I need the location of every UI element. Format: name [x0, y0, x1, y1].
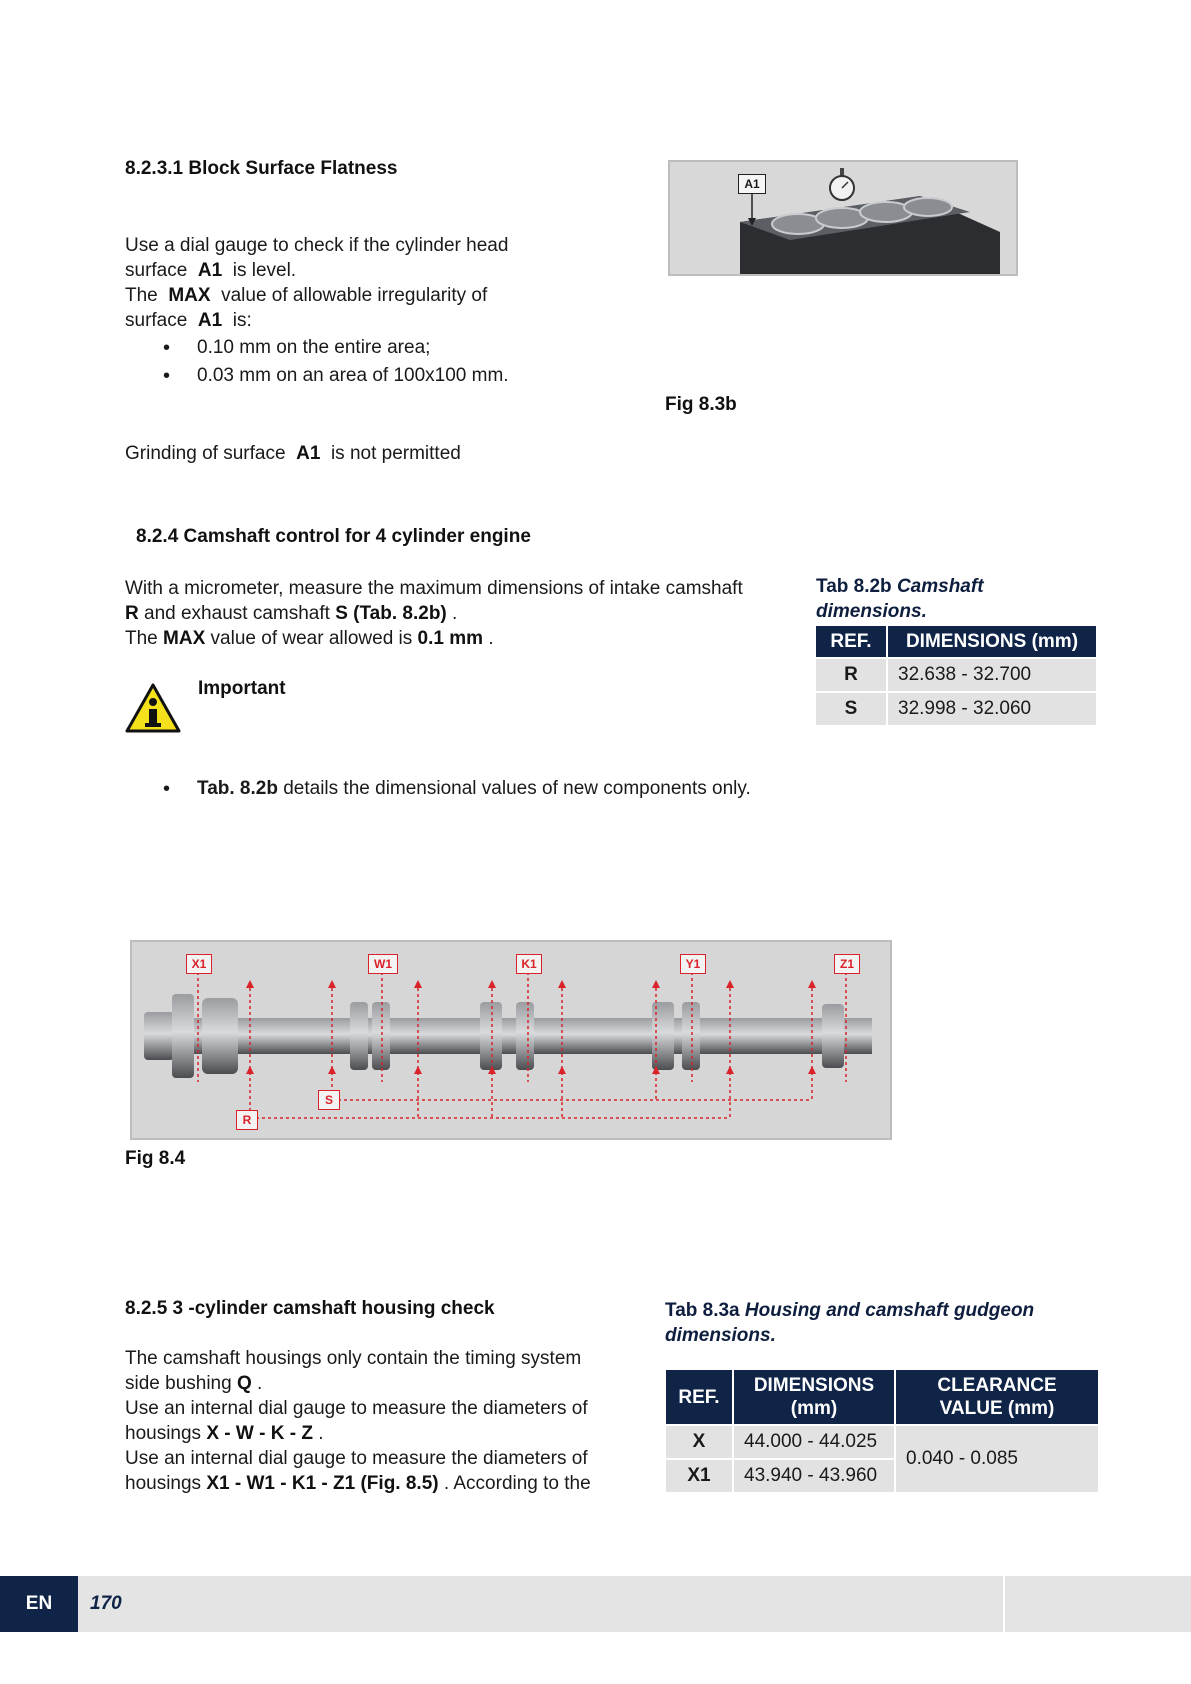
- text: side bushing: [125, 1373, 232, 1394]
- caption-title: Camshaft dimensions.: [816, 576, 984, 622]
- label-z1: Z1: [834, 954, 860, 974]
- table-82b: [814, 624, 1098, 727]
- cell-ref: X1: [666, 1460, 732, 1492]
- line: [125, 1371, 665, 1396]
- label-a1: A1: [738, 174, 766, 194]
- important-label: Important: [198, 678, 286, 699]
- line: [125, 1471, 665, 1496]
- caption-label: Tab 8.3a: [665, 1300, 740, 1321]
- caption-label: Tab 8.2b: [816, 576, 892, 597]
- bullet-item: • 0.10 mm on the entire area;: [125, 334, 685, 362]
- line: Use an internal dial gauge to measure the diameters of: [125, 1398, 588, 1419]
- fig-83b-caption: Fig 8.3b: [665, 394, 737, 415]
- important-bullets: [125, 775, 825, 803]
- footer-divider: [1003, 1576, 1005, 1632]
- cell-ref: S: [816, 693, 886, 725]
- tab-reference: Tab. 8.2b: [197, 778, 278, 799]
- text: value of wear allowed is: [210, 628, 413, 649]
- cell-ref: X: [666, 1426, 732, 1458]
- bullet-item: [125, 775, 825, 803]
- fig-84-caption: Fig 8.4: [125, 1148, 186, 1169]
- max-label: MAX: [168, 285, 211, 306]
- text: Grinding of surface: [125, 443, 286, 464]
- line: [125, 601, 795, 626]
- section-825-heading: 8.2.5 3 -cylinder camshaft housing check: [125, 1298, 495, 1319]
- label-r: R: [236, 1110, 258, 1130]
- ref-a1: A1: [296, 443, 321, 464]
- section-824-text: [125, 576, 795, 651]
- table-82b-caption: [816, 574, 1076, 624]
- col-clearance: CLEARANCE VALUE (mm): [896, 1370, 1098, 1424]
- col-dimensions: DIMENSIONS (mm): [734, 1370, 894, 1424]
- language-badge: EN: [0, 1576, 78, 1632]
- ref-s: S: [335, 603, 348, 624]
- text: .: [318, 1423, 324, 1444]
- tab-reference: (Tab. 8.2b): [353, 603, 447, 624]
- text: and exhaust camshaft: [144, 603, 330, 624]
- label-y1: Y1: [680, 954, 706, 974]
- line: [125, 308, 665, 333]
- cell-ref: R: [816, 659, 886, 691]
- text: is not permitted: [330, 443, 461, 464]
- ref-r: R: [125, 603, 139, 624]
- text: housings: [125, 1473, 202, 1494]
- warning-info-icon: [124, 682, 182, 739]
- line: [125, 626, 795, 651]
- table-83a-caption: [665, 1298, 1105, 1348]
- wear-value: 0.1 mm: [417, 628, 484, 649]
- text: surface: [125, 310, 188, 331]
- text: value of allowable irregularity of: [221, 285, 488, 306]
- cell-value: 44.000 - 44.025: [734, 1426, 894, 1458]
- table-row: [816, 693, 1096, 725]
- page-footer: [0, 1576, 1191, 1632]
- text: is:: [232, 310, 252, 331]
- line: With a micrometer, measure the maximum dimensions of intake camshaft: [125, 578, 743, 599]
- line: [125, 283, 665, 308]
- col-dimensions: DIMENSIONS (mm): [888, 626, 1096, 657]
- flatness-bullets: [125, 334, 685, 390]
- line: Use a dial gauge to check if the cylinder head: [125, 235, 509, 256]
- text: .: [452, 603, 458, 624]
- table-header-row: [666, 1370, 1098, 1424]
- ref-a1: A1: [197, 310, 223, 331]
- grinding-note: [125, 441, 461, 466]
- section-8231-text: [125, 233, 665, 333]
- text: The: [125, 285, 158, 306]
- line: [125, 258, 665, 283]
- max-label: MAX: [163, 628, 206, 649]
- cell-value: 43.940 - 43.960: [734, 1460, 894, 1492]
- section-824-heading: 8.2.4 Camshaft control for 4 cylinder engine: [136, 526, 531, 547]
- section-825-text: [125, 1346, 665, 1496]
- text: . According to the: [443, 1473, 591, 1494]
- cell-clearance: 0.040 - 0.085: [896, 1426, 1098, 1492]
- table-header-row: [816, 626, 1096, 657]
- label-x1: X1: [186, 954, 212, 974]
- col-ref: REF.: [816, 626, 886, 657]
- camshaft-illustration: [132, 942, 890, 1138]
- bullet-item: • 0.03 mm on an area of 100x100 mm.: [125, 362, 685, 390]
- line: The camshaft housings only contain the timing system: [125, 1348, 582, 1369]
- refs-x1w1k1z1: X1 - W1 - K1 - Z1 (Fig. 8.5): [206, 1473, 439, 1494]
- page-number: 170: [90, 1593, 122, 1614]
- text: is level.: [232, 260, 297, 281]
- fig-83b-image: [668, 160, 1018, 276]
- label-s: S: [318, 1090, 340, 1110]
- fig-84-image: [130, 940, 892, 1140]
- text: .: [488, 628, 494, 649]
- table-row: [666, 1426, 1098, 1458]
- cell-value: 32.638 - 32.700: [888, 659, 1096, 691]
- text: The: [125, 628, 158, 649]
- text: details the dimensional values of new components only.: [283, 778, 751, 799]
- ref-q: Q: [236, 1373, 252, 1394]
- text: surface: [125, 260, 188, 281]
- section-8231-heading: 8.2.3.1 Block Surface Flatness: [125, 158, 398, 179]
- line: Use an internal dial gauge to measure the diameters of: [125, 1448, 588, 1469]
- label-w1: W1: [368, 954, 398, 974]
- caption-title: Housing and camshaft gudgeon dimensions.: [665, 1300, 1035, 1346]
- table-row: [816, 659, 1096, 691]
- text: housings: [125, 1423, 202, 1444]
- label-k1: K1: [516, 954, 542, 974]
- cylinder-block-illustration: [670, 162, 1016, 274]
- cell-value: 32.998 - 32.060: [888, 693, 1096, 725]
- table-83a: [664, 1368, 1100, 1494]
- text: .: [257, 1373, 263, 1394]
- line: [125, 1421, 665, 1446]
- ref-a1: A1: [197, 260, 223, 281]
- col-ref: REF.: [666, 1370, 732, 1424]
- refs-xwkz: X - W - K - Z: [206, 1423, 313, 1444]
